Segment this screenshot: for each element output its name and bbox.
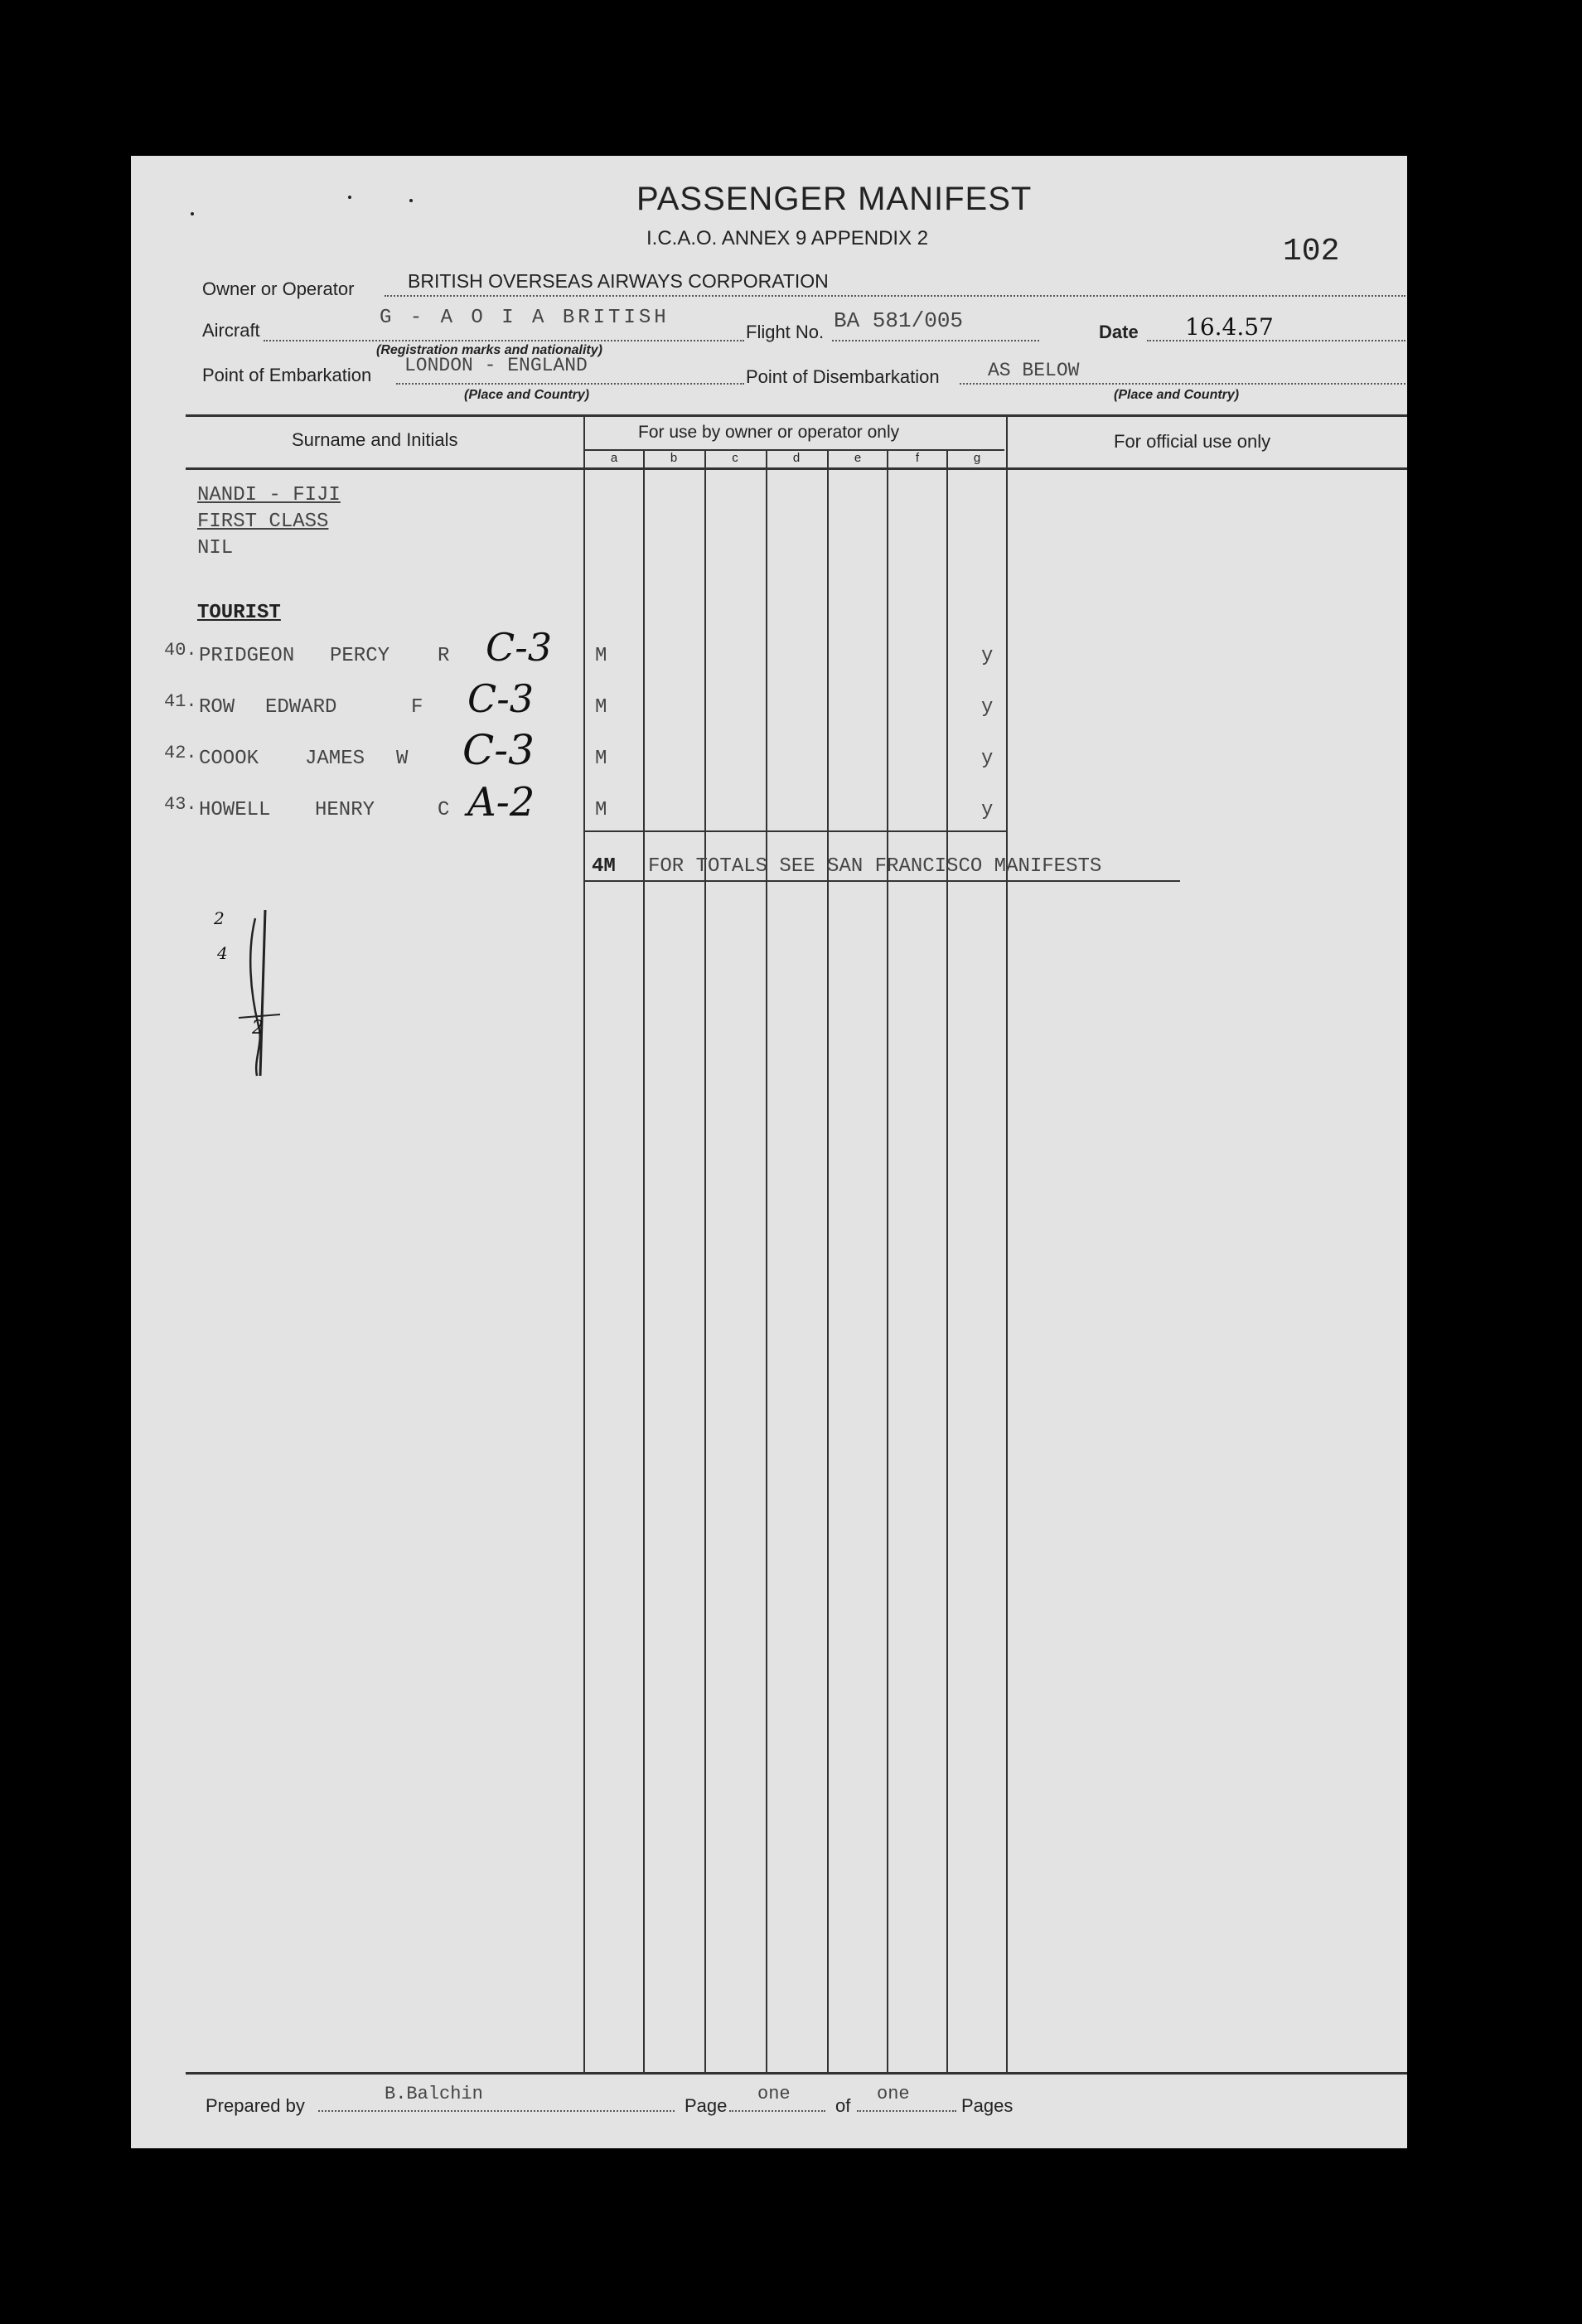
table-top-rule <box>186 414 1407 417</box>
col-name-header: Surname and Initials <box>292 429 458 450</box>
owner-label: Owner or Operator <box>202 278 355 299</box>
date-label: Date <box>1099 322 1139 342</box>
totals-bottom-rule <box>583 880 1180 882</box>
tourist-heading: TOURIST <box>197 602 281 624</box>
col-letter-e: e <box>854 451 862 465</box>
page-value: one <box>757 2084 791 2104</box>
flight-value: BA 581/005 <box>834 308 964 333</box>
document-title: PASSENGER MANIFEST <box>636 181 1033 217</box>
col-operator-header: For use by owner or operator only <box>638 423 900 442</box>
passenger-col-g: y <box>981 696 994 719</box>
tally-value-top: 2 <box>214 908 225 928</box>
passenger-col-a: M <box>595 645 607 667</box>
passenger-initial: R <box>438 645 450 667</box>
embarkation-note: (Place and Country) <box>464 388 590 402</box>
first-class-heading: FIRST CLASS <box>197 511 329 533</box>
prepared-value: B.Balchin <box>385 2084 483 2104</box>
passenger-code: C-3 <box>467 676 535 721</box>
aircraft-value: G - A O I A BRITISH <box>380 307 670 329</box>
passenger-surname: PRIDGEON <box>199 645 295 667</box>
col-rule-7 <box>1006 414 1008 2072</box>
totals-top-rule <box>583 830 1006 832</box>
passenger-col-a: M <box>595 696 607 719</box>
passenger-col-g: y <box>981 799 994 821</box>
tally-value-bottom: 2 <box>252 1018 264 1039</box>
col-rule-3 <box>766 451 767 2072</box>
totals-note: FOR TOTALS SEE SAN FRANCISCO MANIFESTS <box>648 855 1102 878</box>
aircraft-label: Aircraft <box>202 320 260 341</box>
col-letter-a: a <box>610 451 618 465</box>
passenger-first-name: HENRY <box>315 799 375 821</box>
col-rule-4 <box>827 451 829 2072</box>
speck-1 <box>191 212 194 215</box>
row-number: 41. <box>164 691 197 712</box>
col-rule-0 <box>583 414 585 2072</box>
row-number: 40. <box>164 640 197 661</box>
disembarkation-note: (Place and Country) <box>1114 388 1240 402</box>
col-letter-d: d <box>792 451 801 465</box>
first-class-value: NIL <box>197 537 234 559</box>
embarkation-value: LONDON - ENGLAND <box>404 355 588 376</box>
col-letter-b: b <box>670 451 678 465</box>
manifest-page <box>131 156 1407 2148</box>
tally-value-middle: 4 <box>217 943 228 963</box>
passenger-initial: W <box>396 748 409 770</box>
col-letter-g: g <box>973 451 981 465</box>
of-label: of <box>835 2095 851 2116</box>
document-subtitle: I.C.A.O. ANNEX 9 APPENDIX 2 <box>646 227 929 249</box>
passenger-surname: ROW <box>199 696 235 719</box>
passenger-col-g: y <box>981 748 994 770</box>
passenger-first-name: JAMES <box>305 748 365 770</box>
passenger-initial: C <box>438 799 450 821</box>
table-header-rule <box>186 467 1407 470</box>
col-letter-c: c <box>732 451 738 465</box>
passenger-surname: HOWELL <box>199 799 271 821</box>
embarkation-label: Point of Embarkation <box>202 365 372 385</box>
prepared-label: Prepared by <box>206 2095 305 2116</box>
row-number: 42. <box>164 743 197 763</box>
col-rule-2 <box>704 451 706 2072</box>
passenger-first-name: PERCY <box>330 645 390 667</box>
of-value: one <box>877 2084 910 2104</box>
col-rule-5 <box>887 451 888 2072</box>
tally-strokes <box>214 902 305 1084</box>
col-official-header: For official use only <box>1114 431 1271 452</box>
row-number: 43. <box>164 794 197 815</box>
registration-note: (Registration marks and nationality) <box>376 343 602 357</box>
passenger-col-a: M <box>595 748 607 770</box>
flight-label: Flight No. <box>746 322 825 342</box>
passenger-surname: COOOK <box>199 748 259 770</box>
speck-2 <box>409 199 413 202</box>
col-letter-f: f <box>915 451 920 465</box>
table-bottom-rule <box>186 2072 1407 2075</box>
disembarkation-label: Point of Disembarkation <box>746 366 940 387</box>
col-rule-6 <box>946 451 948 2072</box>
col-rule-1 <box>643 451 645 2072</box>
passenger-code: C-3 <box>462 726 535 774</box>
page-number: 102 <box>1283 234 1340 269</box>
stop-heading: NANDI - FIJI <box>197 484 341 506</box>
passenger-col-a: M <box>595 799 607 821</box>
passenger-initial: F <box>411 696 423 719</box>
passenger-code: A-2 <box>467 779 535 826</box>
disembarkation-value: AS BELOW <box>988 360 1080 381</box>
totals-count: 4M <box>592 855 616 878</box>
pages-label: Pages <box>961 2095 1014 2116</box>
page-label: Page <box>685 2095 728 2116</box>
date-value: 16.4.57 <box>1185 313 1274 341</box>
passenger-col-g: y <box>981 645 994 667</box>
passenger-code: C-3 <box>486 625 553 670</box>
owner-value: BRITISH OVERSEAS AIRWAYS CORPORATION <box>408 270 829 292</box>
speck-3 <box>348 196 351 199</box>
passenger-first-name: EDWARD <box>265 696 337 719</box>
